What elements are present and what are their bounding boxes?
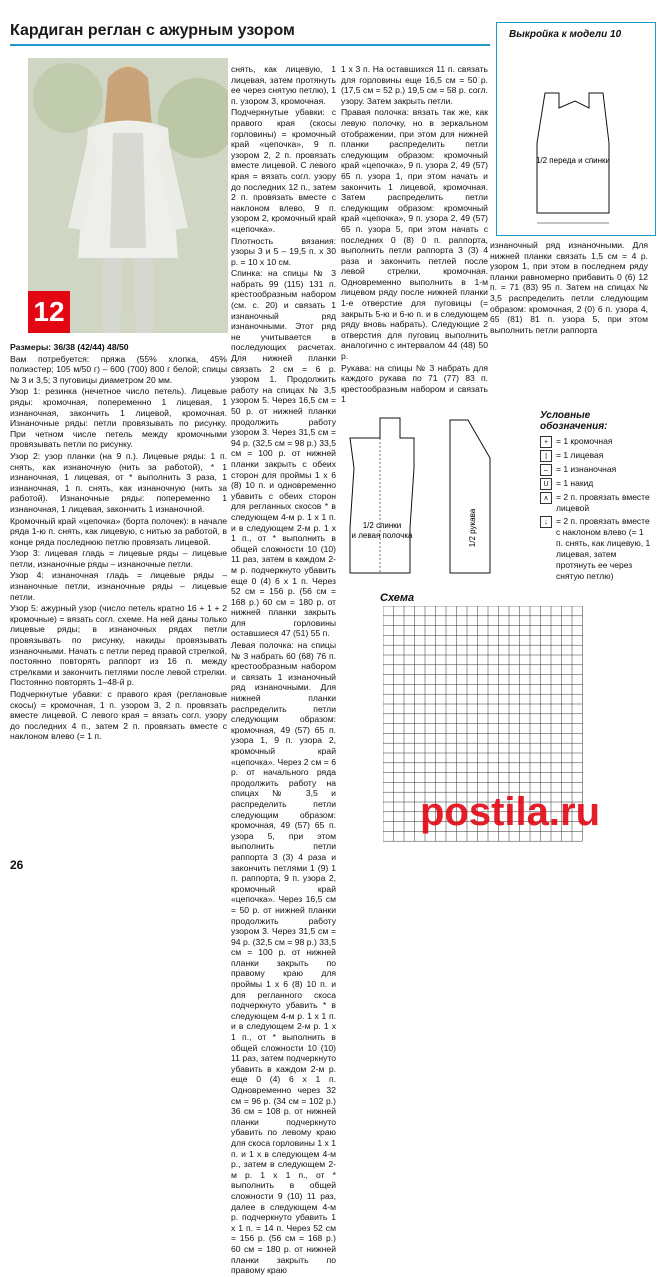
sizes-text: Размеры: 36/38 (42/44) 48/50 <box>10 342 129 352</box>
purl-stitch-icon: – <box>540 464 552 476</box>
chain-edge-text: Кромочный край «цепочка» (борта полочек): в начале ряда 1-ю п. снять, как лицевую, с нитью за работой, в конце ряда последнюю петлю провязать лицевой. <box>10 515 227 547</box>
yarnover-icon: U <box>540 478 552 490</box>
text-column-3 <box>341 64 488 406</box>
gauge-text: Плотность вязания: узоры 3 и 5 – 19,5 п. х 30 р. = 10 х 10 см. <box>231 235 336 267</box>
legend-item-yarnover <box>540 478 652 490</box>
legend-item-knit <box>540 450 652 462</box>
col4-para-1: изнаночный ряд изнаночными. Для нижней планки связать 1,5 см = 4 р. узором 1, при этом в последнем ряду планки равномерно прибавить 0 (6) 12 п. = 71 (83) 95 п. Затем на спицах № 3,5 распределить петли следующим образом: кромочная, 2 (0) 6 п. узора 4, 65 (81) 81 п. узора 5, при этом выполнить петли раппорта <box>490 240 648 335</box>
col3-para-1: 1 х 3 п. На оставшихся 11 п. связать для горловины еще 16,5 см = 50 р. (17,5 см = 52 р.) 19,5 см = 58 р. согл. узору. Затем закрыть петли. <box>341 64 488 106</box>
pattern-3-text: Узор 3: лицевая гладь = лицевые ряды – лицевые петли, изнаночные ряды – изнаночные петли. <box>10 548 227 569</box>
right-front-text: Правая полочка: вязать так же, как левую полочку, но в зеркальном отображении, при этом для нижней планки распределить петли следующим образом: кромочный край «цепочка», 9 п. узора 2, 49 (57) 65 п. узора 1, при этом начать и закончить 1 лицевой, кромочная. Затем распределить петли следующим образом: кромочный край «цепочка», 9 п. узора 2, 49 (57) 65 п. узора 5, при этом начать с последних 0 (8) 0 п. раппорта, выполнить петли раппорта 3 (3) 4 раза и закончить петлей после левой стрелки, кромочная. Одновременно выполнить в 1-м лицевом ряду после нижней планки 1-е отверстие для пуговицы (= закрыть 5-ю и 6-ю п. и в следующем ряду вновь набрать). Следующие 2 отверстия для пуговиц выполнить аналогично с интервалом 44 (48) 50 р. <box>341 107 488 362</box>
knit-stitch-icon: | <box>540 450 552 462</box>
legend-item-k2tog <box>540 492 652 514</box>
pattern-5-text: Узор 5: ажурный узор (число петель кратно 16 + 1 + 2 кромочные) = вязать согл. схеме. На ней даны только лицевые ряды; в изнаночных рядах петли провязывать по рисунку, накиды провязывать изнаночными. Начать с петли перед правой стрелкой, постоянно повторять раппорт из 16 п. между стрелками и закончить петлями после левой стрелки. Постоянно повторять 1–48-й р. <box>10 603 227 688</box>
pattern-box-title: Выкройка к модели 10 <box>509 29 622 40</box>
decreases-text: Подчеркнутые убавки: с правого края (реглановые скосы) = кромочная, 1 п. узором 3, 2 п. провязать вместе лицевой. С левого края = вязать согл. узору до последних 4 п., затем 2 п. провязать вместе с наклоном влево (= 1 п. <box>10 689 227 742</box>
text-column-1 <box>10 342 227 743</box>
legend-ssk-text: = 2 п. провязать вместе с наклоном влево (= 1 п. снять, как лицевую, 1 лицевая, затем протянуть ее через снятую петлю) <box>556 516 651 581</box>
back-text: Спинка: на спицы № 3 набрать 99 (115) 131 п. крестообразным набором (см. с. 20) и связать 1 изнаночный ряд изнаночными. Этот ряд не учитывается в последующих расчетах. Для нижней планки связать 2 см = 6 р. узором 1. Продолжить работу на спицах № 3,5 узором 5. Через 16,5 см = 50 р. от нижней планки продолжить работу узором 3. Через 31,5 см = 94 р. (32,5 см = 98 р.) 33,5 см = 100 р. от нижней планки закрыть с обеих сторон для проймы 1 х 6 (8) 10 п. и одновременно убавить с обеих сторон для регланных скосов * в следующем 4-м р. 1 х 1 п. и в следующем 2-м р. 1 х 1 п., от * выполнить в общей сложности 10 (10) 11 раз, затем в каждом 2-м р. подчеркнуто убавить еще 0 (4) 6 х 1 п. Через 52 см = 156 р. (56 см = 168 р.) 60 см = 180 р. от нижней планки закрыть для горловины оставшиеся 47 (51) 55 п. <box>231 268 336 639</box>
legend-item-edge <box>540 436 652 448</box>
materials-text: Вам потребуется: пряжа (55% хлопка, 45% полиэстер; 105 м/50 г) – 600 (700) 800 г белой; спицы № 3 и 3,5; 3 пуговицы диаметром 20 мм. <box>10 353 227 385</box>
left-front-text: Левая полочка: на спицы № 3 набрать 60 (68) 76 п. крестообразным набором и связать 1 изнаночный ряд изнаночными. Для нижней планки распределить петли следующим образом: кромочная, 49 (57) 65 п. узора 1, 9 п. узора 2, кромочный край «цепочка». Через 2 см = 6 р. от начального ряда продолжить работу на спицах № 3,5 и распределить петли следующим образом: кромочная, 49 (57) 65 п. узора 5, при этом выполнить петли раппорта 3 (3) 4 раза и закончить петлями 1 (9) 1 п. раппорта, 9 п. узора 2, кромочный край «цепочка». Через 16,5 см = 50 р. от нижней планки продолжить работу узором 3. Через 31,5 см = 94 р. (32,5 см = 98 р.) 33,5 см = 100 р. от нижней планки закрыть по правому краю для проймы 1 х 6 (8) 10 п. и для регланного скоса подчеркнуто убавить * в следующем 4-м р. 1 х 1 п. и в следующем 2-м р. 1 х 1 п., от * выполнить в общей сложности 10 (10) 11 раз, затем подчеркнуто убавить в каждом 2-м р. еще 0 (4) 6 х 1 п. Одновременно через 32 см = 96 р. (34 см = 102 р.) 36 см = 108 р. от нижней планки подчеркнуто убавить по левому краю для скоса горловины 1 х 1 п. и 1 х в следующем 4-м р., затем в следующем 2-м р. 1 х 1 п., от * выполнить в общей сложности 9 (10) 11 раз, далее в следующем 4-м р. подчеркнуто убавить 1 х 1 п. = 14 п. Через 52 см = 156 р. (56 см = 168 р.) 60 см = 180 р. от нижней планки закрыть по правому краю <box>231 640 336 1276</box>
sleeves-text: Рукава: на спицы № 3 набрать для каждого рукава по 71 (77) 83 п. крестообразным набором и связать 1 <box>341 362 488 405</box>
legend-item-purl <box>540 464 652 476</box>
pattern-1-text: Узор 1: резинка (нечетное число петель). Лицевые ряды: кромочная, попеременно 1 лицевая, 1 изнаночная, закончить 1 лицевой, кромочная. Изнаночные ряды: петли провязывать по рисунку. При четном числе петель между кромочными провязывать петли по рисунку. <box>10 386 227 450</box>
sleeve-shape-label: 1/2 рукава <box>468 508 477 548</box>
pattern-2-text: Узор 2: узор планки (на 9 п.). Лицевые ряды: 1 п. снять, как изнаночную (нить за работой), * 1 изнаночная, 1 лицевая, от * выполнить 3 раза, 1 изнаночная, 1 п. снять, как изнаночную (нить за работой). Изнаночные ряды: попеременно 1 изнаночная, 1 лицевая, закончить 1 изнаночной. <box>10 450 227 514</box>
ssk-icon: ↓ <box>540 516 552 528</box>
legend <box>540 410 652 584</box>
watermark-logo: postila.ru <box>420 790 601 834</box>
legend-yarnover-text: = 1 накид <box>556 478 594 488</box>
text-column-2 <box>231 64 336 1277</box>
page-title: Кардиган реглан с ажурным узором <box>10 22 295 39</box>
back-front-shape <box>350 418 414 573</box>
pattern-front-back-label: 1/2 переда и спинки <box>535 156 611 165</box>
model-photo <box>28 58 228 333</box>
pattern-model-10-diagram <box>497 23 655 235</box>
pattern-model-10-box <box>496 22 656 236</box>
left-front-shape-label: и левая полочка <box>351 531 413 540</box>
legend-edge-text: = 1 кромочная <box>556 436 613 446</box>
page-number: 26 <box>10 858 24 872</box>
legend-item-ssk <box>540 516 652 582</box>
col2-para-2: Подчеркнутые убавки: с правого края (скосы горловины) = кромочный край «цепочка», 9 п. узором 2, 2 п. провязать вместе лицевой. С левого края = вязать согл. узору до последних 12 п., затем 2 п. провязать вместе с наклоном влево, 9 п. узором 2, кромочный край «цепочка». <box>231 107 336 234</box>
col2-para-1: снять, как лицевую, 1 лицевая, затем протянуть ее через снятую петлю), 1 п. узором 3, кромочная. <box>231 64 336 106</box>
k2tog-icon: ∧ <box>540 492 552 504</box>
legend-k2tog-text: = 2 п. провязать вместе лицевой <box>556 492 650 513</box>
legend-title: Условные обозначения: <box>540 410 608 432</box>
legend-knit-text: = 1 лицевая <box>556 450 604 460</box>
text-column-4 <box>490 240 648 336</box>
schema-title: Схема <box>380 592 415 604</box>
back-shape-label: 1/2 спинки <box>362 521 402 530</box>
pattern-4-text: Узор 4: изнаночная гладь = лицевые ряды – изнаночные петли, изнаночные ряды – лицевые петли. <box>10 570 227 602</box>
sleeve-shape <box>450 420 490 573</box>
edge-stitch-icon: + <box>540 436 552 448</box>
legend-purl-text: = 1 изнаночная <box>556 464 617 474</box>
model-number-badge: 12 <box>28 291 70 333</box>
title-rule <box>10 44 490 46</box>
